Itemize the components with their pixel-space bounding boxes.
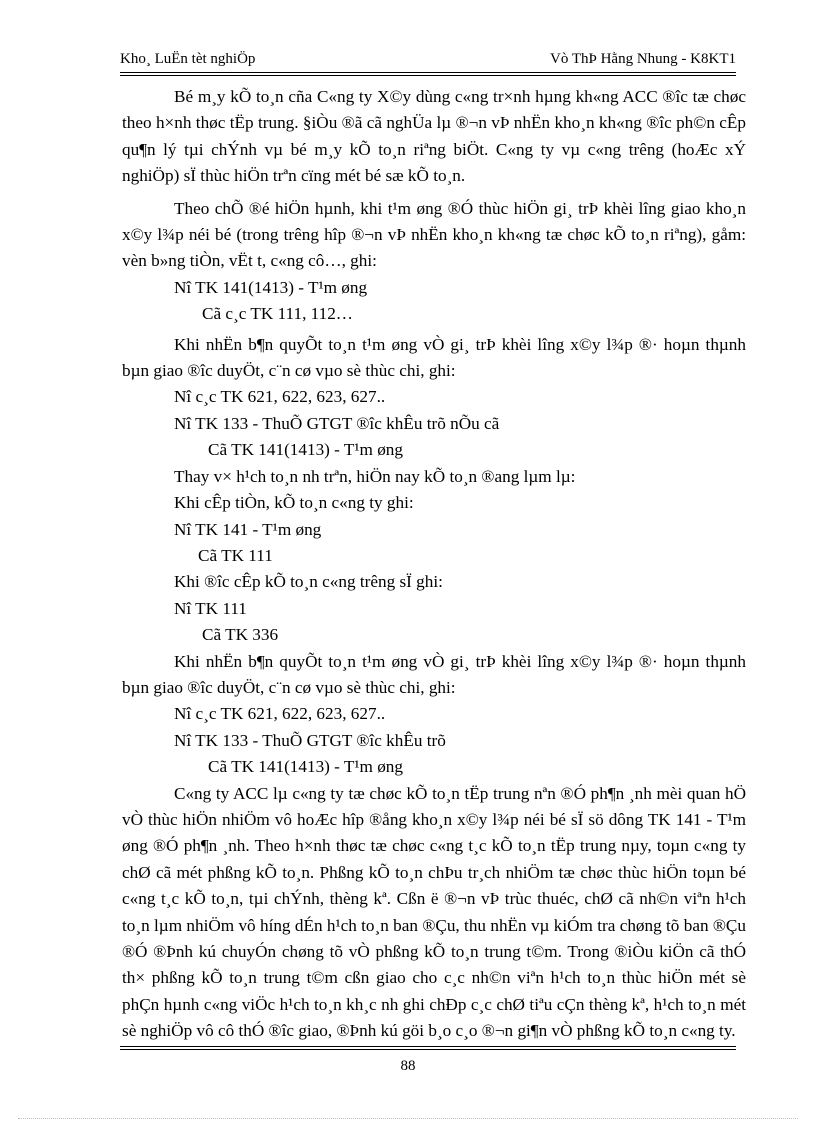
- paragraph: C«ng ty ACC lµ c«ng ty tæ chøc kÕ to¸n tËp trung nªn ®Ó ph¶n ¸nh mèi quan hÖ vÒ thùc hiÖn nhiÖm vô hoÆc hîp ®ång kho¸n x©y l¾p néi bé sÏ sö dông TK 141 - T¹m øng ®Ó ph¶n ¸nh. Theo h×nh thøc tæ chøc c«ng t¸c kÕ to¸n tËp trung nµy, toµn c«ng ty chØ cã mét phßng kÕ to¸n. Phßng kÕ to¸n chÞu tr¸ch nhiÖm tæ chøc thùc hiÖn toµn bé c«ng t¸c kÕ to¸n, tµi chÝnh, thèng kª. Cßn ë ®¬n vÞ trùc thuéc, chØ cã nh©n viªn h¹ch to¸n lµm nhiÖm vô híng dÉn h¹ch to¸n ban ®Çu, thu nhËn vµ kiÓm tra chøng tõ ban ®Çu ®Ó ®Þnh kú chuyÓn chøng tõ vÒ phßng kÕ to¸n trung t©m. Trong ®iÒu kiÖn cã thÓ th× phßng kÕ to¸n trung t©m cßn giao cho c¸c nh©n viªn h¹ch to¸n thùc hiÖn mét sè phÇn hµnh c«ng viÖc h¹ch to¸n kh¸c nh ghi chÐp c¸c chØ tiªu cÇn thèng kª, h¹ch to¸n mét sè nghiÖp vô cô thÓ ®îc giao, ®Þnh kú göi b¸o c¸o ®¬n gi¶n vÒ phßng kÕ to¸n c«ng ty.: [122, 783, 746, 1041]
- journal-debit-line: Nî TK 111: [174, 598, 247, 618]
- text-line: Khi ®îc cÊp kÕ to¸n c«ng trêng sÏ ghi:: [174, 572, 443, 592]
- paragraph: Bé m¸y kÕ to¸n cña C«ng ty X©y dùng c«ng tr×nh hµng kh«ng ACC ®îc tæ chøc theo h×nh thøc tËp trung. §iÒu ®ã cã nghÜa lµ ®¬n vÞ nhËn kho¸n kh«ng ®îc ph©n cÊp qu¶n lý tµi chÝnh vµ bé m¸y kÕ to¸n riªng biÖt. C«ng ty vµ c«ng trêng (hoÆc xÝ nghiÖp) sÏ thùc hiÖn trªn cïng mét bé sæ kÕ to¸n.: [122, 87, 746, 186]
- journal-credit-line: Cã TK 141(1413) - T¹m øng: [208, 440, 403, 460]
- page-edge-dots: [18, 1118, 798, 1119]
- text-line: Khi cÊp tiÒn, kÕ to¸n c«ng ty ghi:: [174, 493, 414, 513]
- journal-credit-line: Cã TK 111: [198, 545, 273, 565]
- journal-debit-line: Nî c¸c TK 621, 622, 623, 627..: [174, 387, 386, 407]
- page-body: [122, 84, 746, 1045]
- journal-credit-line: Cã TK 141(1413) - T¹m øng: [208, 757, 403, 777]
- journal-debit-line: Nî c¸c TK 621, 622, 623, 627..: [174, 704, 386, 724]
- footer-rule: [120, 1046, 736, 1047]
- journal-debit-line: Nî TK 133 - ThuÕ GTGT ®îc khÊu trõ nÕu cã: [174, 413, 500, 433]
- journal-credit-line: Cã TK 336: [202, 625, 279, 645]
- footer-rule-double: [120, 1049, 736, 1050]
- journal-debit-line: Nî TK 141(1413) - T¹m øng: [174, 277, 368, 297]
- header-author: Vò ThÞ Hằng Nhung - K8KT1: [550, 51, 736, 67]
- paragraph: Theo chÕ ®é hiÖn hµnh, khi t¹m øng ®Ó thùc hiÖn gi¸ trÞ khèi lîng giao kho¸n x©y l¾p néi bé (trong trêng hîp ®¬n vÞ nhËn kho¸n kh«ng tæ chøc kÕ to¸n riªng), gåm: vèn b»ng tiÒn, vËt t, c«ng cô…, ghi:: [122, 198, 746, 271]
- journal-credit-line: Cã c¸c TK 111, 112…: [202, 304, 353, 324]
- header-rule: [120, 72, 736, 73]
- page-header: [120, 48, 736, 70]
- journal-debit-line: Nî TK 133 - ThuÕ GTGT ®îc khÊu trõ: [174, 730, 446, 750]
- header-rule-double: [120, 75, 736, 76]
- paragraph: Khi nhËn b¶n quyÕt to¸n t¹m øng vÒ gi¸ trÞ khèi lîng x©y l¾p ®· hoµn thµnh bµn giao ®îc duyÖt, c¨n cø vµo sè thùc chi, ghi:: [122, 334, 746, 381]
- journal-debit-line: Nî TK 141 - T¹m øng: [174, 519, 322, 539]
- paragraph: Khi nhËn b¶n quyÕt to¸n t¹m øng vÒ gi¸ trÞ khèi lîng x©y l¾p ®· hoµn thµnh bµn giao ®îc duyÖt, c¨n cø vµo sè thùc chi, ghi:: [122, 651, 746, 697]
- header-title: Kho¸ LuËn tèt nghiÖp: [120, 51, 256, 67]
- page-number: 88: [400, 1058, 416, 1074]
- text-line: Thay v× h¹ch to¸n nh trªn, hiÖn nay kÕ to¸n ®ang lµm lµ:: [174, 466, 576, 486]
